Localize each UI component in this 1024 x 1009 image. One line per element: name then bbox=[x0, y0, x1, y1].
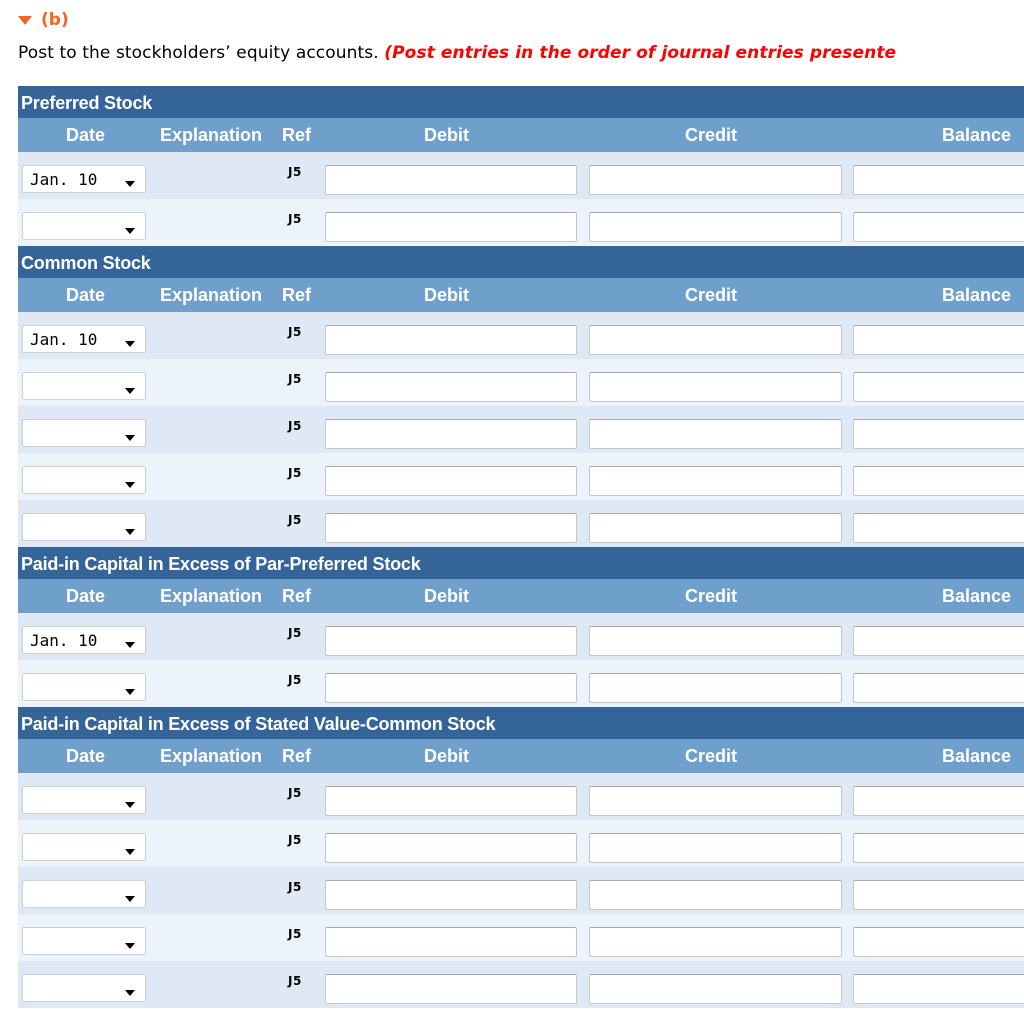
credit-input[interactable] bbox=[589, 786, 842, 816]
credit-input[interactable] bbox=[589, 419, 842, 449]
column-header-explanation: Explanation bbox=[160, 586, 263, 606]
credit-input[interactable] bbox=[589, 513, 842, 543]
column-header-ref: Ref bbox=[282, 285, 312, 305]
ledger-row bbox=[18, 867, 1024, 914]
balance-input[interactable] bbox=[853, 165, 1024, 195]
column-header-ref: Ref bbox=[282, 586, 312, 606]
balance-input[interactable] bbox=[853, 673, 1024, 703]
ledger-row bbox=[18, 500, 1024, 547]
column-header-date: Date bbox=[66, 746, 106, 766]
ref-label: J5 bbox=[288, 212, 302, 226]
date-select-value: Jan. 10 bbox=[30, 631, 98, 650]
ref-label: J5 bbox=[288, 626, 302, 640]
balance-input[interactable] bbox=[853, 974, 1024, 1004]
ledger-row bbox=[18, 406, 1024, 453]
debit-input[interactable] bbox=[325, 513, 577, 543]
chevron-down-icon[interactable] bbox=[125, 341, 135, 347]
credit-input[interactable] bbox=[589, 165, 842, 195]
ledger-rows bbox=[18, 773, 1024, 1008]
column-header-credit: Credit bbox=[685, 285, 738, 305]
date-select[interactable] bbox=[22, 372, 146, 400]
date-select[interactable] bbox=[22, 880, 146, 908]
column-header-balance: Balance bbox=[942, 285, 1012, 305]
ledger-row bbox=[18, 199, 1024, 246]
ledger-row bbox=[18, 359, 1024, 406]
chevron-down-icon[interactable] bbox=[125, 849, 135, 855]
debit-input[interactable] bbox=[325, 419, 577, 449]
chevron-down-icon[interactable] bbox=[125, 529, 135, 535]
credit-input[interactable] bbox=[589, 974, 842, 1004]
balance-input[interactable] bbox=[853, 419, 1024, 449]
date-select[interactable] bbox=[22, 419, 146, 447]
credit-input[interactable] bbox=[589, 372, 842, 402]
ref-label: J5 bbox=[288, 165, 302, 179]
date-select[interactable] bbox=[22, 513, 146, 541]
debit-input[interactable] bbox=[325, 786, 577, 816]
chevron-down-icon[interactable] bbox=[125, 802, 135, 808]
ledger-row bbox=[18, 961, 1024, 1008]
credit-input[interactable] bbox=[589, 212, 842, 242]
chevron-down-icon[interactable] bbox=[125, 689, 135, 695]
date-select[interactable] bbox=[22, 786, 146, 814]
ref-label: J5 bbox=[288, 880, 302, 894]
column-header-balance: Balance bbox=[942, 746, 1012, 766]
ledger-row bbox=[18, 613, 1024, 660]
ref-label: J5 bbox=[288, 673, 302, 687]
ledger-row bbox=[18, 914, 1024, 961]
debit-input[interactable] bbox=[325, 466, 577, 496]
credit-input[interactable] bbox=[589, 626, 842, 656]
chevron-down-icon[interactable] bbox=[125, 642, 135, 648]
credit-input[interactable] bbox=[589, 927, 842, 957]
credit-input[interactable] bbox=[589, 833, 842, 863]
debit-input[interactable] bbox=[325, 325, 577, 355]
date-select[interactable] bbox=[22, 325, 146, 353]
ref-label: J5 bbox=[288, 372, 302, 386]
column-header-debit: Debit bbox=[424, 125, 469, 145]
account-title: Paid-in Capital in Excess of Par-Preferred Stock bbox=[18, 547, 1024, 579]
column-header-debit: Debit bbox=[424, 586, 469, 606]
date-select[interactable] bbox=[22, 466, 146, 494]
column-header-balance: Balance bbox=[942, 125, 1012, 145]
column-header-ref: Ref bbox=[282, 125, 312, 145]
account-title: Preferred Stock bbox=[18, 86, 1024, 118]
balance-input[interactable] bbox=[853, 833, 1024, 863]
instruction-note: (Post entries in the order of journal entries presente bbox=[384, 43, 897, 63]
ledger-row bbox=[18, 773, 1024, 820]
column-header-credit: Credit bbox=[685, 586, 738, 606]
balance-input[interactable] bbox=[853, 880, 1024, 910]
ledger-row bbox=[18, 820, 1024, 867]
date-select[interactable] bbox=[22, 626, 146, 654]
account-block bbox=[18, 86, 1024, 246]
column-header-credit: Credit bbox=[685, 125, 738, 145]
credit-input[interactable] bbox=[589, 673, 842, 703]
balance-input[interactable] bbox=[853, 786, 1024, 816]
ref-label: J5 bbox=[288, 513, 302, 527]
column-header-date: Date bbox=[66, 125, 106, 145]
section-label: (b) bbox=[41, 10, 69, 30]
date-select-value: Jan. 10 bbox=[30, 330, 98, 349]
balance-input[interactable] bbox=[853, 927, 1024, 957]
account-title: Common Stock bbox=[18, 246, 1024, 278]
ref-label: J5 bbox=[288, 974, 302, 988]
ref-label: J5 bbox=[288, 419, 302, 433]
ledger-rows bbox=[18, 152, 1024, 246]
chevron-down-icon[interactable] bbox=[125, 896, 135, 902]
date-select[interactable] bbox=[22, 974, 146, 1002]
credit-input[interactable] bbox=[589, 325, 842, 355]
section-toggle[interactable] bbox=[18, 10, 69, 30]
credit-input[interactable] bbox=[589, 880, 842, 910]
debit-input[interactable] bbox=[325, 927, 577, 957]
account-title: Paid-in Capital in Excess of Stated Value-Common Stock bbox=[18, 707, 1024, 739]
chevron-down-icon[interactable] bbox=[125, 228, 135, 234]
instruction-main: Post to the stockholders’ equity accounts. bbox=[18, 43, 379, 63]
column-header-explanation: Explanation bbox=[160, 125, 263, 145]
balance-input[interactable] bbox=[853, 513, 1024, 543]
debit-input[interactable] bbox=[325, 974, 577, 1004]
instruction-text bbox=[18, 43, 896, 63]
account-block bbox=[18, 707, 1024, 1008]
column-header-credit: Credit bbox=[685, 746, 738, 766]
column-header-explanation: Explanation bbox=[160, 746, 263, 766]
ledger-row bbox=[18, 152, 1024, 199]
column-header-balance: Balance bbox=[942, 586, 1012, 606]
column-header-ref: Ref bbox=[282, 746, 312, 766]
ledger-rows bbox=[18, 312, 1024, 547]
column-header-date: Date bbox=[66, 285, 106, 305]
collapse-arrow-icon[interactable] bbox=[18, 16, 32, 25]
column-header-row bbox=[18, 118, 1024, 152]
ledger-accounts bbox=[18, 86, 1024, 1008]
debit-input[interactable] bbox=[325, 833, 577, 863]
date-select-value: Jan. 10 bbox=[30, 170, 98, 189]
column-header-date: Date bbox=[66, 586, 106, 606]
chevron-down-icon[interactable] bbox=[125, 482, 135, 488]
ref-label: J5 bbox=[288, 833, 302, 847]
balance-input[interactable] bbox=[853, 372, 1024, 402]
debit-input[interactable] bbox=[325, 626, 577, 656]
balance-input[interactable] bbox=[853, 325, 1024, 355]
debit-input[interactable] bbox=[325, 212, 577, 242]
ref-label: J5 bbox=[288, 927, 302, 941]
account-block bbox=[18, 246, 1024, 547]
column-header-explanation: Explanation bbox=[160, 285, 263, 305]
ledger-rows bbox=[18, 613, 1024, 707]
ref-label: J5 bbox=[288, 786, 302, 800]
chevron-down-icon[interactable] bbox=[125, 388, 135, 394]
debit-input[interactable] bbox=[325, 165, 577, 195]
credit-input[interactable] bbox=[589, 466, 842, 496]
column-header-row bbox=[18, 278, 1024, 312]
balance-input[interactable] bbox=[853, 626, 1024, 656]
chevron-down-icon[interactable] bbox=[125, 181, 135, 187]
balance-input[interactable] bbox=[853, 212, 1024, 242]
balance-input[interactable] bbox=[853, 466, 1024, 496]
debit-input[interactable] bbox=[325, 372, 577, 402]
ledger-row bbox=[18, 660, 1024, 707]
debit-input[interactable] bbox=[325, 673, 577, 703]
date-select[interactable] bbox=[22, 833, 146, 861]
date-select[interactable] bbox=[22, 212, 146, 240]
ledger-row bbox=[18, 312, 1024, 359]
chevron-down-icon[interactable] bbox=[125, 435, 135, 441]
date-select[interactable] bbox=[22, 927, 146, 955]
chevron-down-icon[interactable] bbox=[125, 990, 135, 996]
column-header-debit: Debit bbox=[424, 285, 469, 305]
account-block bbox=[18, 547, 1024, 707]
ledger-row bbox=[18, 453, 1024, 500]
column-header-row bbox=[18, 579, 1024, 613]
column-header-debit: Debit bbox=[424, 746, 469, 766]
ref-label: J5 bbox=[288, 325, 302, 339]
date-select[interactable] bbox=[22, 673, 146, 701]
ref-label: J5 bbox=[288, 466, 302, 480]
chevron-down-icon[interactable] bbox=[125, 943, 135, 949]
column-header-row bbox=[18, 739, 1024, 773]
date-select[interactable] bbox=[22, 165, 146, 193]
debit-input[interactable] bbox=[325, 880, 577, 910]
